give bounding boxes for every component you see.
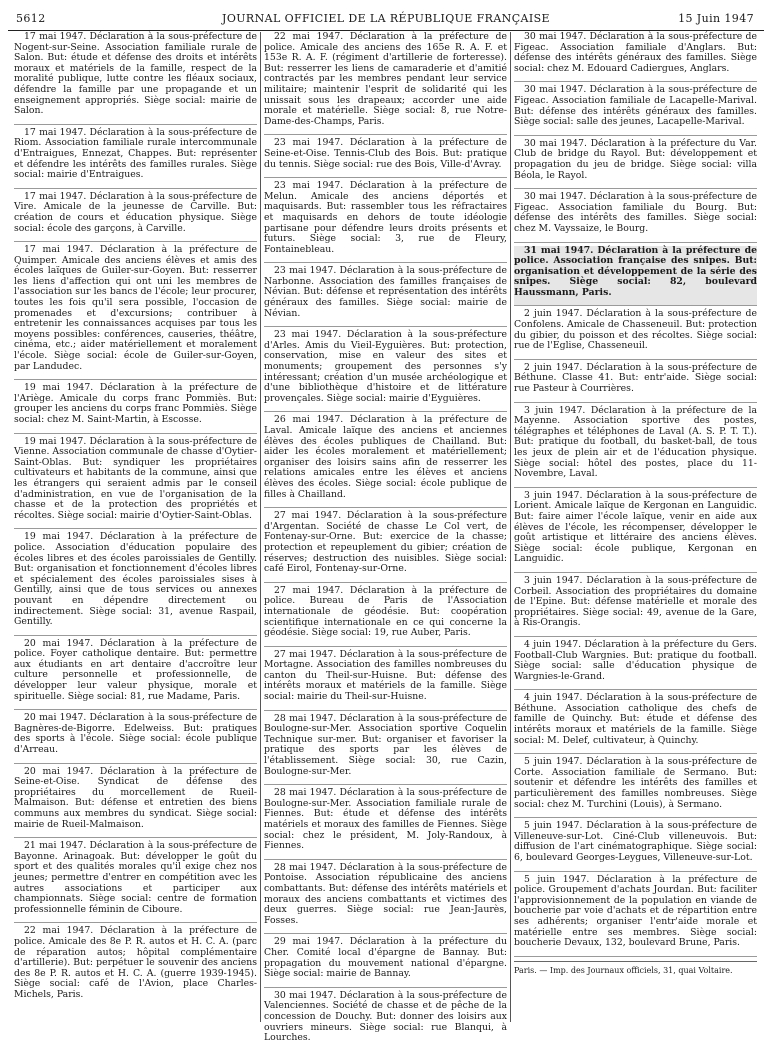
entry: 20 mai 1947. Déclaration à la préfecture de Seine-et-Oise. Syndicat de défense des propriétaires du morcellement de Rueil-Malmaison. But: défense et entretien des biens communs aux membres du syndicat. Siège social: mairie de Rueil-Malmaison. xyxy=(14,767,257,839)
column-1 xyxy=(14,32,257,1032)
column-2 xyxy=(264,31,507,1044)
column-3 xyxy=(514,32,757,1032)
entry: 23 mai 1947. Déclaration à la préfecture de Melun. Amicale des anciens déportés et maquisards. But: rassembler tous les réfractaires et maquisards en dehors de toute idéologie partisane pour défendre leurs droits présents et futurs. Siège social: 3, rue de Fleury, Fontainebleau. xyxy=(264,181,507,263)
journal-title: JOURNAL OFFICIEL DE LA RÉPUBLIQUE FRANÇAISE xyxy=(222,12,550,25)
entry: 19 mai 1947. Déclaration à la préfecture de l'Ariège. Amicale du corps franc Pommiès. But: grouper les anciens du corps franc Pommiès. Siège social: chez M. Saint-Martin, à Escosse. xyxy=(14,383,257,433)
entry: 30 mai 1947. Déclaration à la préfecture du Var. Club de bridge du Rayol. But: développement et propagation du jeu de bridge. Siège social: villa Béola, le Rayol. xyxy=(514,139,757,189)
entry: 23 mai 1947. Déclaration à la sous-préfecture d'Arles. Amis du Vieil-Eyguières. But: protection, conservation, mise en valeur des sites et monuments; groupement des personnes s'y intéressant; création d'un musée archéologique et d'une bibliothèque d'histoire et de littérature provençales. Siège social: mairie d'Eyguières. xyxy=(264,330,507,412)
entry: 29 mai 1947. Déclaration à la préfecture du Cher. Comité local d'épargne de Bannay. But: propagation du mouvement national d'épargne. Siège social: mairie de Bannay. xyxy=(264,937,507,987)
entry: 19 mai 1947. Déclaration à la préfecture de police. Association d'éducation populaire des écoles libres et des écoles paroissiales de Gentilly. But: organisation et fonctionnement d'écoles libres et spécialement des écoles paroissiales sises à Gentilly, ainsi que de tous services ou annexes pouvant en dépendre directement ou indirectement. Siège social: 31, avenue Raspail, Gentilly. xyxy=(14,532,257,635)
entry: 20 mai 1947. Déclaration à la préfecture de police. Foyer catholique dentaire. But: permettre aux étudiants en art dentaire d'accroître leur culture personnelle et professionnelle, de développer leur valeur physique, morale et spirituelle. Siège social: 81, rue Madame, Paris. xyxy=(14,639,257,711)
page-number: 5612 xyxy=(16,12,46,25)
entry: 4 juin 1947. Déclaration à la sous-préfecture de Béthune. Association catholique des chefs de famille de Quinchy. But: étude et défense des intérêts moraux et matériels de la famille. Siège social: M. Delef, cultivateur, à Quinchy. xyxy=(514,693,757,754)
entry: 28 mai 1947. Déclaration à la sous-préfecture de Pontoise. Association républicaine des anciens combattants. But: défense des intérêts matériels et moraux des anciens combattants et victimes des deux guerres. Siège social: rue Jean-Jaurès, Fosses. xyxy=(264,863,507,935)
printer-line: Paris. — Imp. des Journaux officiels, 31, quai Voltaire. xyxy=(514,961,757,977)
entry: 21 mai 1947. Déclaration à la sous-préfecture de Bayonne. Arinagoak. But: développer le goût du sport et des qualités morales qu'il exige chez nos jeunes; permettre d'entrer en compétition avec les autres associations et participer aux championnats. Siège social: centre de formation professionnelle féminin de Ciboure. xyxy=(14,841,257,923)
entry: 22 mai 1947. Déclaration à la préfecture de police. Amicale des anciens des 165e R. A. F. et 153e R. A. F. (régiment d'artillerie de forteresse). But: resserrer les liens de camaraderie et d'amitié contractés par les membres pendant leur service militaire; maintenir l'esprit de solidarité qui les unissait sous les drapeaux; accorder une aide morale et matérielle. Siège social: 8, rue Notre-Dame-des-Champs, Paris. xyxy=(264,32,507,135)
entry: 2 juin 1947. Déclaration à la sous-préfecture de Confolens. Amicale de Chasseneuil. But: protection du gibier, du poisson et des récoltes. Siège social: rue de l'Eglise, Chasseneuil. xyxy=(514,309,757,359)
column-divider xyxy=(260,32,261,1022)
entry: 5 juin 1947. Déclaration à la sous-préfecture de Corte. Association familiale de Sermano. But: soutenir et défendre les intérêts des familles et particulièrement des familles nombreuses. Siège social: chez M. Turchini (Louis), à Sermano. xyxy=(514,757,757,818)
columns xyxy=(14,31,762,1044)
entry: 30 mai 1947. Déclaration à la sous-préfecture de Valenciennes. Société de chasse et de pêche de la concession de Douchy. But: donner des loisirs aux ouvriers mineurs. Siège social: rue Blanqui, à Lourches. xyxy=(264,989,507,1044)
entry: 3 juin 1947. Déclaration à la préfecture de la Mayenne. Association sportive des postes, télégraphes et téléphones de Laval (A. S. P. T. T.). But: pratique du football, du basket-ball, de tous les jeux de plein air et de l'éducation physique. Siège social: hôtel des postes, place du 11-Novembre, Laval. xyxy=(514,406,757,488)
entry: 5 juin 1947. Déclaration à la sous-préfecture de Villeneuve-sur-Lot. Ciné-Club villeneuvois. But: diffusion de l'art cinématographique. Siège social: 6, boulevard Georges-Leygues, Villeneuve-sur-Lot. xyxy=(514,821,757,871)
entry: 19 mai 1947. Déclaration à la sous-préfecture de Vienne. Association communale de chasse d'Oytier-Saint-Oblas. But: syndiquer les propriétaires cultivateurs et habitants de la commune, ainsi que les étrangers qui seraient admis par le conseil d'administration, en vue de l'organisation de la chasse et de la protection des propriétés et récoltes. Siège social: mairie d'Oytier-Saint-Oblas. xyxy=(14,437,257,530)
column-divider xyxy=(510,32,511,1022)
entry: 22 mai 1947. Déclaration à la préfecture de police. Amicale des 8e P. R. autos et H. C. A. (parc de réparation autos; hôpital complémentaire d'artillerie). But: perpétuer le souvenir des anciens des 8e P. R. autos et H. C. A. (guerre 1939-1945). Siège social: café de l'Avion, place Charles-Michels, Paris. xyxy=(14,925,257,1000)
entry: 17 mai 1947. Déclaration à la préfecture de Quimper. Amicale des anciens élèves et amis des écoles laïques de Guiler-sur-Goyen. But: resserrer les liens d'affection qui ont uni les membres de l'association sur les bancs de l'école; leur procurer, toutes les fois qu'il sera possible, l'occasion de promenades et d'excursions; contribuer à entretenir les connaissances acquises par tous les moyens possibles: conférences, causeries, théâtre, cinéma, etc.; aider matériellement et moralement l'école. Siège social: école de Guiler-sur-Goyen, par Landudec. xyxy=(14,245,257,380)
page-header xyxy=(8,8,764,31)
entry: 28 mai 1947. Déclaration à la sous-préfecture de Boulogne-sur-Mer. Association sportive Coquelin Technique sur-mer. But: organiser et favoriser la pratique des sports par les élèves de l'établissement. Siège social: 30, rue Cazin, Boulogne-sur-Mer. xyxy=(264,714,507,786)
entry: 28 mai 1947. Déclaration à la sous-préfecture de Boulogne-sur-Mer. Association familiale rurale de Fiennes. But: étude et défense des intérêts matériels et moraux des familles de Fiennes. Siège social: chez le président, M. Joly-Randoux, à Fiennes. xyxy=(264,788,507,860)
entry: 30 mai 1947. Déclaration à la sous-préfecture de Figeac. Association familiale de Lacapelle-Marival. But: défense des intérêts généraux des familles. Siège social: salle des jeunes, Lacapelle-Marival. xyxy=(514,85,757,135)
entry: 17 mai 1947. Déclaration à la sous-préfecture de Riom. Association familiale rurale intercommunale d'Entraigues, Ennezat, Chappes. But: représenter et défendre les intérêts des familles rurales. Siège social: mairie d'Entraigues. xyxy=(14,128,257,189)
entry: 2 juin 1947. Déclaration à la sous-préfecture de Béthune. Classe 41. But: entr'aide. Siège social: rue Pasteur à Courrières. xyxy=(514,363,757,403)
entry: 27 mai 1947. Déclaration à la préfecture de police. Bureau de Paris de l'Association internationale de géodésie. But: coopération scientifique internationale en ce qui concerne la géodésie. Siège social: 19, rue Auber, Paris. xyxy=(264,586,507,647)
entry: 26 mai 1947. Déclaration à la préfecture de Laval. Amicale laïque des anciens et anciennes élèves des écoles publiques de Chailland. But: aider les écoles moralement et matériellement; organiser des loisirs sains afin de resserrer les relations amicales entre les élèves et anciens élèves des écoles. Siège social: école publique de filles à Chailland. xyxy=(264,415,507,508)
entry: 23 mai 1947. Déclaration à la préfecture de Seine-et-Oise. Tennis-Club des Bois. But: pratique du tennis. Siège social: rue des Bois, Ville-d'Avray. xyxy=(264,138,507,178)
entry: 27 mai 1947. Déclaration à la sous-préfecture de Mortagne. Association des familles nombreuses du canton du Theil-sur-Huisne. But: défense des intérêts moraux et matériels de la famille. Siège social: mairie du Theil-sur-Huisne. xyxy=(264,650,507,711)
entry: 30 mai 1947. Déclaration à la sous-préfecture de Figeac. Association familiale d'Anglars. But: défense des intérêts généraux des familles. Siège social: chez M. Edouard Cadiergues, Anglars. xyxy=(514,32,757,82)
entry: 4 juin 1947. Déclaration à la préfecture du Gers. Football-Club Wargnies. But: pratique du football. Siège social: salle d'éducation physique de Wargnies-le-Grand. xyxy=(514,640,757,690)
entry: 23 mai 1947. Déclaration à la sous-préfecture de Narbonne. Association des familles françaises de Névian. But: défense et représentation des intérêts généraux des familles. Siège social: mairie de Névian. xyxy=(264,266,507,327)
entry: 17 mai 1947. Déclaration à la sous-préfecture de Vire. Amicale de la jeunesse de Carville. But: création de cours et éducation physique. Siège social: école des garçons, à Carville. xyxy=(14,192,257,242)
issue-date: 15 Juin 1947 xyxy=(678,12,754,25)
entry: 20 mai 1947. Déclaration à la sous-préfecture de Bagnères-de-Bigorre. Edelweiss. But: pratiques des sports à l'école. Siège social: école publique d'Arreau. xyxy=(14,713,257,763)
entry: 17 mai 1947. Déclaration à la sous-préfecture de Nogent-sur-Seine. Association familiale rurale de Salon. But: étude et défense des droits et intérêts moraux et matériels de la famille, respect de la moralité publique, lutte contre les fléaux sociaux, défendre la famille par une propagande et un enseignement appropriés. Siège social: mairie de Salon. xyxy=(14,32,257,125)
entry: 30 mai 1947. Déclaration à la sous-préfecture de Figeac. Association familiale du Bourg. But: défense des intérêts des familles. Siège social: chez M. Vayssaize, le Bourg. xyxy=(514,192,757,242)
entry: 3 juin 1947. Déclaration à la sous-préfecture de Corbeil. Association des propriétaires du domaine de l'Epine. But: défense matérielle et morale des propriétaires. Siège social: 49, avenue de la Gare, à Ris-Orangis. xyxy=(514,576,757,637)
entry: 3 juin 1947. Déclaration à la sous-préfecture de Lorient. Amicale laïque de Kergonan en Languidic. But: faire aimer l'école laïque, venir en aide aux élèves de l'école, les récompenser, développer le goût artistique et littéraire des anciens élèves. Siège social: école publique, Kergonan en Languidic. xyxy=(514,491,757,573)
entry: 27 mai 1947. Déclaration à la sous-préfecture d'Argentan. Société de chasse Le Col vert, de Fontenay-sur-Orne. But: exercice de la chasse; protection et repeuplement du gibier; création de réserves; destruction des nuisibles. Siège social: café Eirol, Fontenay-sur-Orne. xyxy=(264,511,507,583)
highlighted-entry: 31 mai 1947. Déclaration à la préfecture de police. Association française des snipes. But: organisation et développement de la série des snipes. Siège social: 82, boulevard Haussmann, Paris. xyxy=(514,246,757,307)
entry: 5 juin 1947. Déclaration à la préfecture de police. Groupement d'achats Jourdan. But: faciliter l'approvisionnement de la population en viande de boucherie par voie d'achats et de répartition entre ses adhérents; organiser l'entr'aide morale et matérielle entre ses membres. Siège social: boucherie Devaux, 132, boulevard Brune, Paris. xyxy=(514,875,757,957)
